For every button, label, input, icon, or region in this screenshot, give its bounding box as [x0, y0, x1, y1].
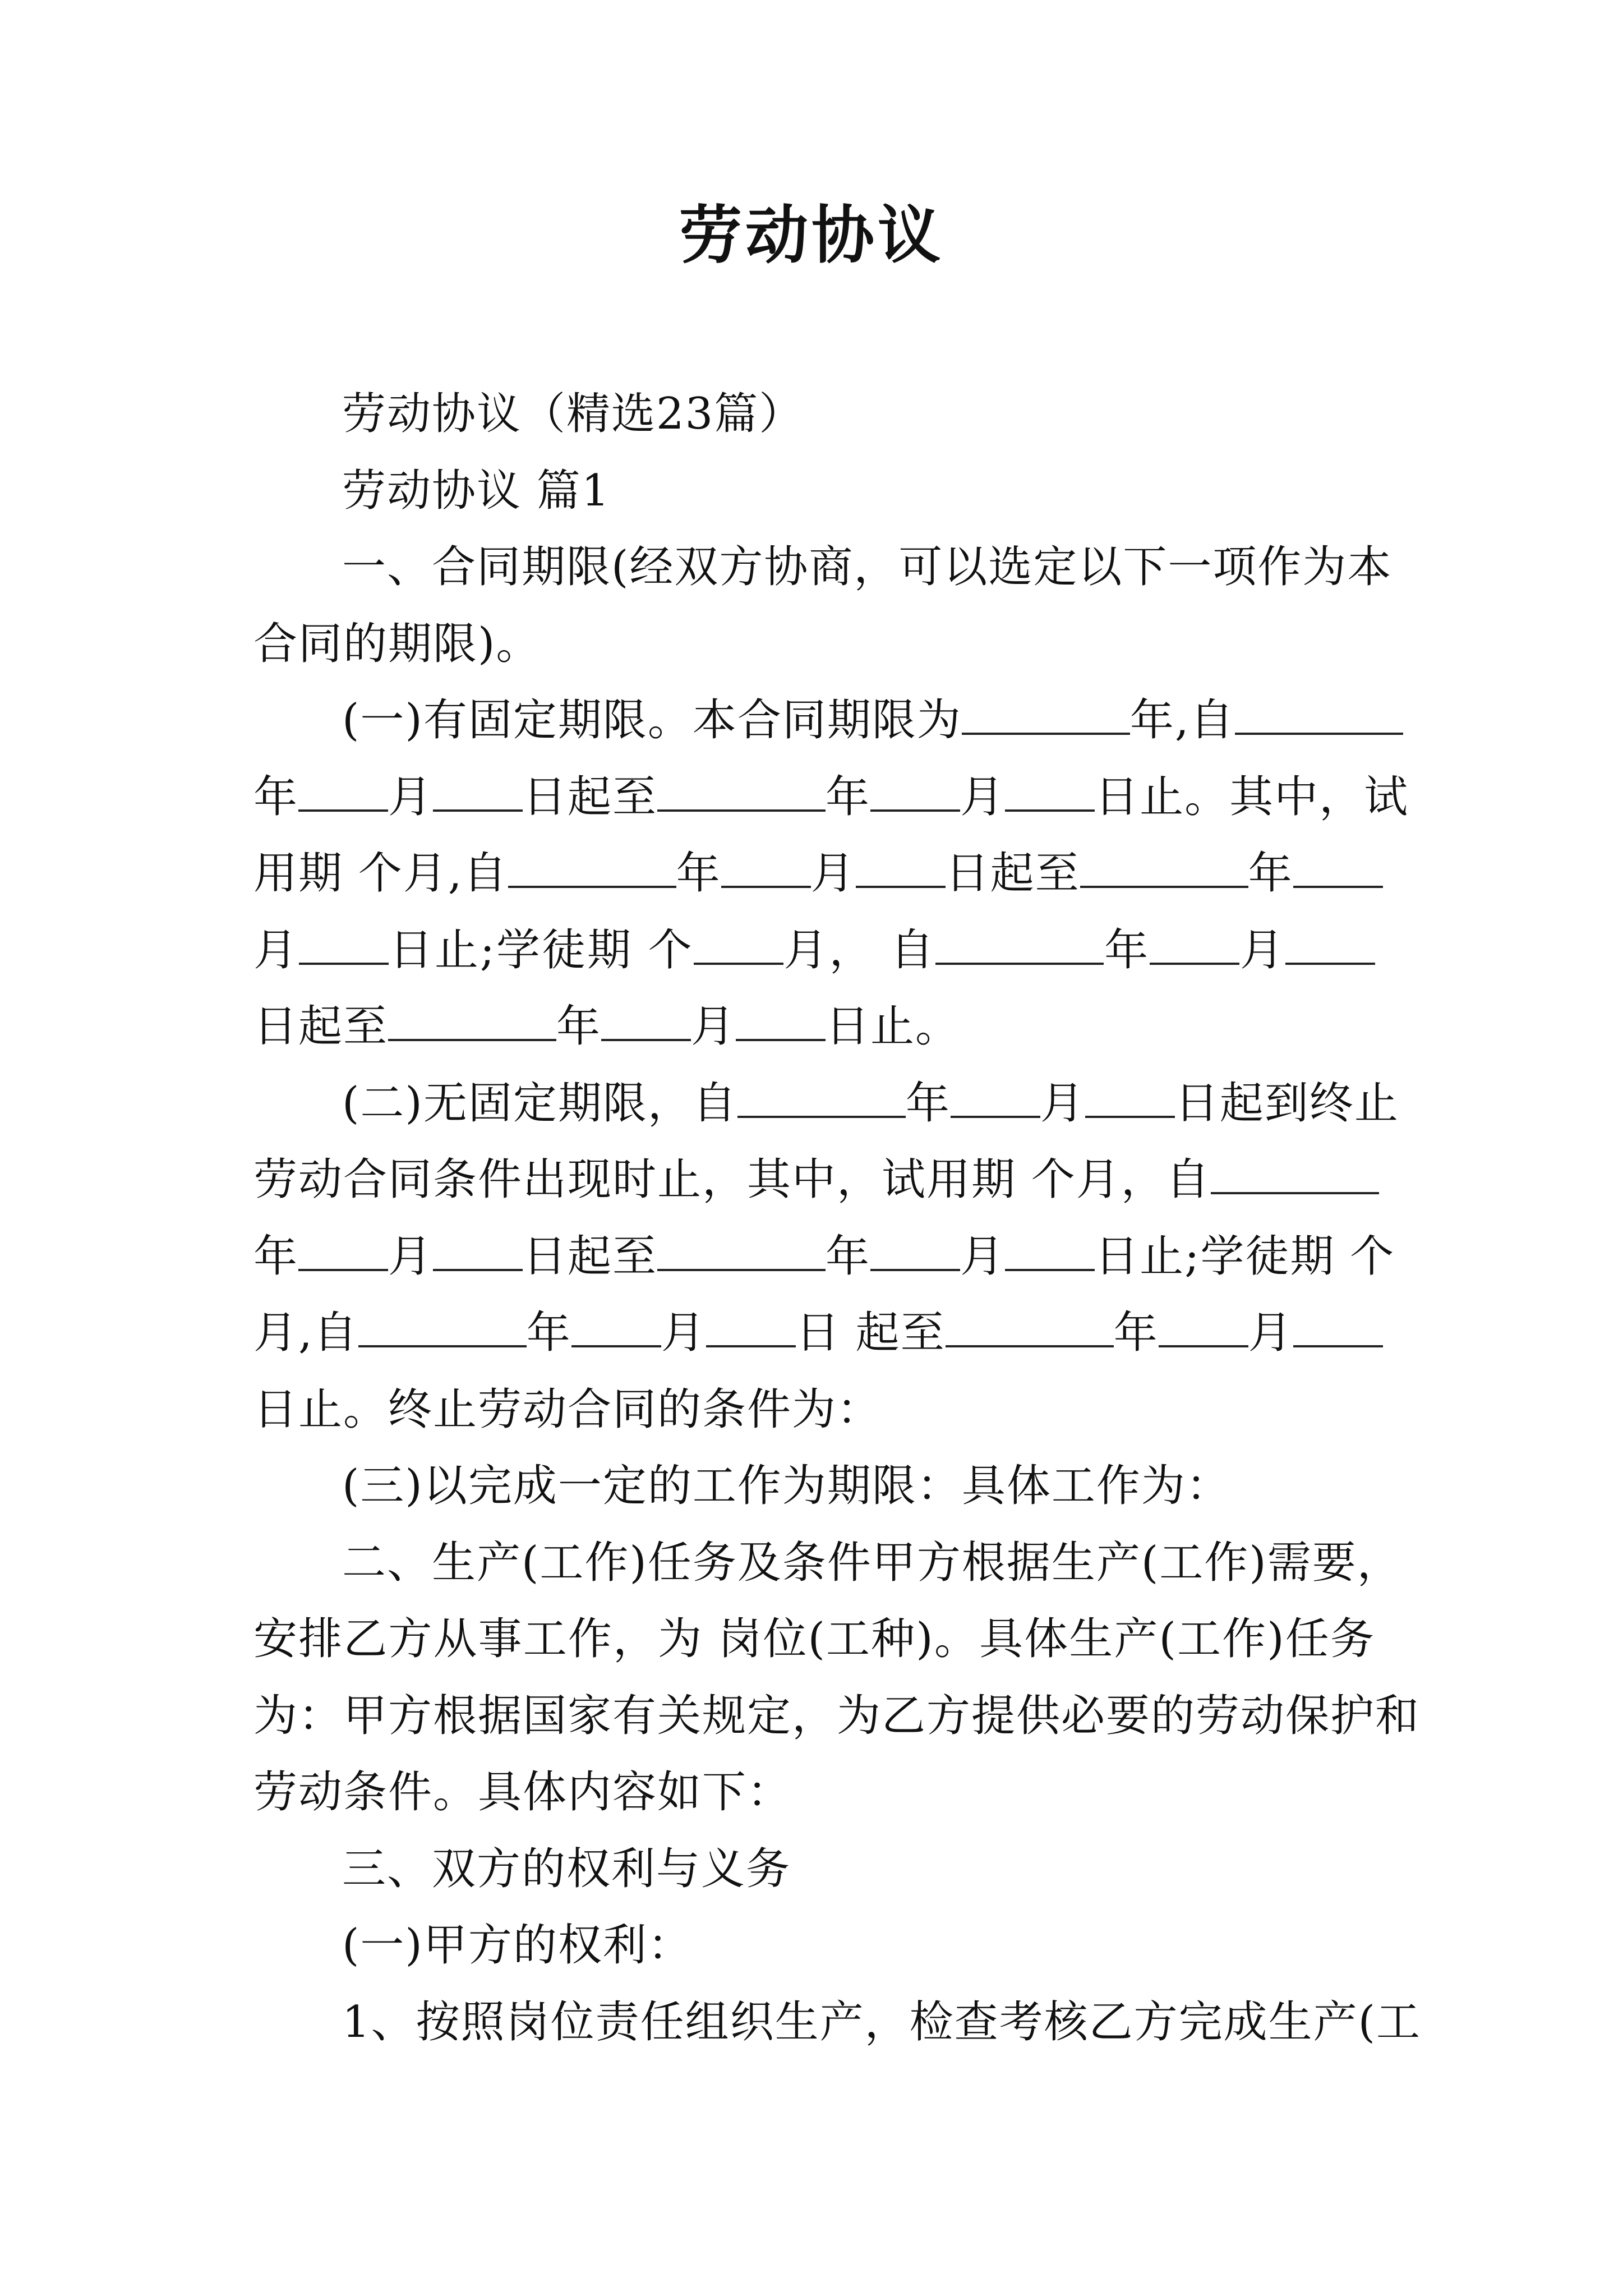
fill-in-blank: [1293, 851, 1383, 888]
line-text: 日止。终止劳动合同的条件为：: [253, 1384, 882, 1435]
line-text: 合同的期限)。: [253, 618, 541, 669]
fill-in-blank: [1235, 698, 1403, 735]
fill-in-blank: [870, 775, 960, 812]
document-line: [253, 682, 1375, 759]
line-text: 一、合同期限(经双方协商，可以选定以下一项作为本: [342, 542, 1393, 592]
line-text: 1、按照岗位责任组织生产，检查考核乙方完成生产(工: [342, 1996, 1422, 2047]
line-text: (二)无固定期限，自: [342, 1078, 737, 1129]
line-text: 年: [826, 771, 871, 822]
fill-in-blank: [870, 1234, 960, 1271]
line-text: (三)以完成一定的工作为期限：具体工作为：: [342, 1461, 1231, 1511]
fill-in-blank: [856, 851, 946, 888]
line-text: 年: [253, 1231, 299, 1282]
line-text: 日止;学徒期 个: [388, 924, 694, 976]
fill-in-blank: [721, 851, 811, 888]
fill-in-blank: [1285, 928, 1375, 965]
line-text: 日起至: [945, 848, 1080, 899]
fill-in-blank: [388, 1004, 556, 1041]
document-line: [253, 376, 1375, 453]
fill-in-blank: [736, 1004, 826, 1041]
line-text: 月: [1239, 924, 1285, 976]
document-body: [253, 376, 1422, 2060]
line-text: 二、生产(工作)任务及条件甲方根据生产(工作)需要，: [342, 1537, 1402, 1588]
line-text: 月,自: [253, 1308, 358, 1358]
document-line: [253, 835, 1375, 912]
document-line: [253, 1372, 1375, 1448]
fill-in-blank: [737, 1081, 906, 1118]
document-line: [253, 1831, 1375, 1908]
fill-in-blank: [962, 698, 1130, 735]
document-line: [253, 606, 1375, 683]
document-line: [253, 1907, 1375, 1984]
line-text: 劳动协议（精选23篇）: [342, 389, 804, 439]
document-line: [253, 1142, 1375, 1218]
document-line: [253, 1754, 1375, 1831]
fill-in-blank: [657, 775, 826, 812]
fill-in-blank: [1005, 1234, 1095, 1271]
fill-in-blank: [299, 928, 389, 965]
line-text: 年: [826, 1231, 871, 1282]
document-line: [253, 1448, 1375, 1525]
line-text: 安排乙方从事工作，为 岗位(工种)。具体生产(工作)任务: [253, 1614, 1375, 1664]
fill-in-blank: [601, 1004, 691, 1041]
line-text: 年: [556, 1001, 602, 1052]
line-text: 劳动条件。具体内容如下：: [253, 1767, 792, 1818]
fill-in-blank: [1293, 1310, 1383, 1347]
line-text: 日起至: [523, 1231, 658, 1282]
fill-in-blank: [1080, 851, 1248, 888]
document-line: [253, 1678, 1421, 1755]
fill-in-blank: [1211, 1157, 1379, 1194]
line-text: 劳动协议 篇1: [342, 465, 611, 516]
line-text: 月: [388, 1231, 434, 1282]
line-text: 日止。其中，试: [1095, 771, 1409, 822]
document-line: [253, 1218, 1395, 1295]
fill-in-blank: [935, 928, 1104, 965]
line-text: 日止;学徒期 个: [1095, 1231, 1395, 1282]
line-text: 年: [253, 771, 299, 822]
line-text: 月: [960, 1231, 1006, 1282]
document-title: 劳动协议: [679, 199, 944, 272]
line-text: 年: [905, 1078, 951, 1129]
line-text: 日止。: [826, 1001, 961, 1052]
document-line: [253, 988, 1375, 1065]
fill-in-blank: [694, 928, 783, 965]
line-text: 年,自: [1129, 695, 1235, 746]
fill-in-blank: [657, 1234, 826, 1271]
fill-in-blank: [1150, 928, 1239, 965]
document-line: [253, 453, 1375, 530]
line-text: 为：甲方根据国家有关规定，为乙方提供必要的劳动保护和: [253, 1690, 1421, 1741]
line-text: 年: [1104, 924, 1150, 976]
fill-in-blank: [1159, 1310, 1248, 1347]
line-text: 月， 自: [783, 924, 936, 976]
line-text: 年: [526, 1308, 571, 1358]
document-line: [253, 759, 1409, 836]
document-line: [253, 1525, 1402, 1602]
document-line: [253, 1984, 1422, 2061]
line-text: 月: [810, 848, 856, 899]
line-text: 年: [1248, 848, 1293, 899]
document-line: [253, 529, 1393, 606]
fill-in-blank: [298, 775, 388, 812]
line-text: 劳动合同条件出现时止，其中，试用期 个月，自: [253, 1154, 1211, 1205]
fill-in-blank: [298, 1234, 388, 1271]
line-text: 用期 个月,自: [253, 848, 508, 899]
fill-in-blank: [706, 1310, 796, 1347]
line-text: 月: [1248, 1308, 1293, 1358]
fill-in-blank: [1085, 1081, 1175, 1118]
document-line: [253, 1065, 1399, 1142]
fill-in-blank: [1005, 775, 1095, 812]
line-text: 月: [691, 1001, 736, 1052]
fill-in-blank: [951, 1081, 1040, 1118]
fill-in-blank: [433, 1234, 523, 1271]
line-text: 日起至: [253, 1001, 389, 1052]
line-text: 年: [1113, 1308, 1159, 1358]
line-text: 年: [676, 848, 721, 899]
fill-in-blank: [433, 775, 523, 812]
line-text: (一)有固定期限。本合同期限为: [342, 695, 962, 746]
fill-in-blank: [946, 1310, 1114, 1347]
document-line: [253, 1295, 1375, 1372]
line-text: (一)甲方的权利：: [342, 1920, 693, 1971]
document-line: [253, 912, 1375, 989]
line-text: 月: [960, 771, 1006, 822]
line-text: 月: [253, 924, 299, 976]
document-line: [253, 1601, 1375, 1678]
line-text: 三、双方的权利与义务: [342, 1843, 791, 1894]
line-text: 月: [1040, 1078, 1085, 1129]
line-text: 日起到终止: [1174, 1078, 1399, 1129]
line-text: 日 起至: [795, 1308, 946, 1358]
line-text: 月: [661, 1308, 706, 1358]
fill-in-blank: [508, 851, 676, 888]
line-text: 月: [388, 771, 434, 822]
fill-in-blank: [571, 1310, 661, 1347]
fill-in-blank: [358, 1310, 527, 1347]
line-text: 日起至: [523, 771, 658, 822]
